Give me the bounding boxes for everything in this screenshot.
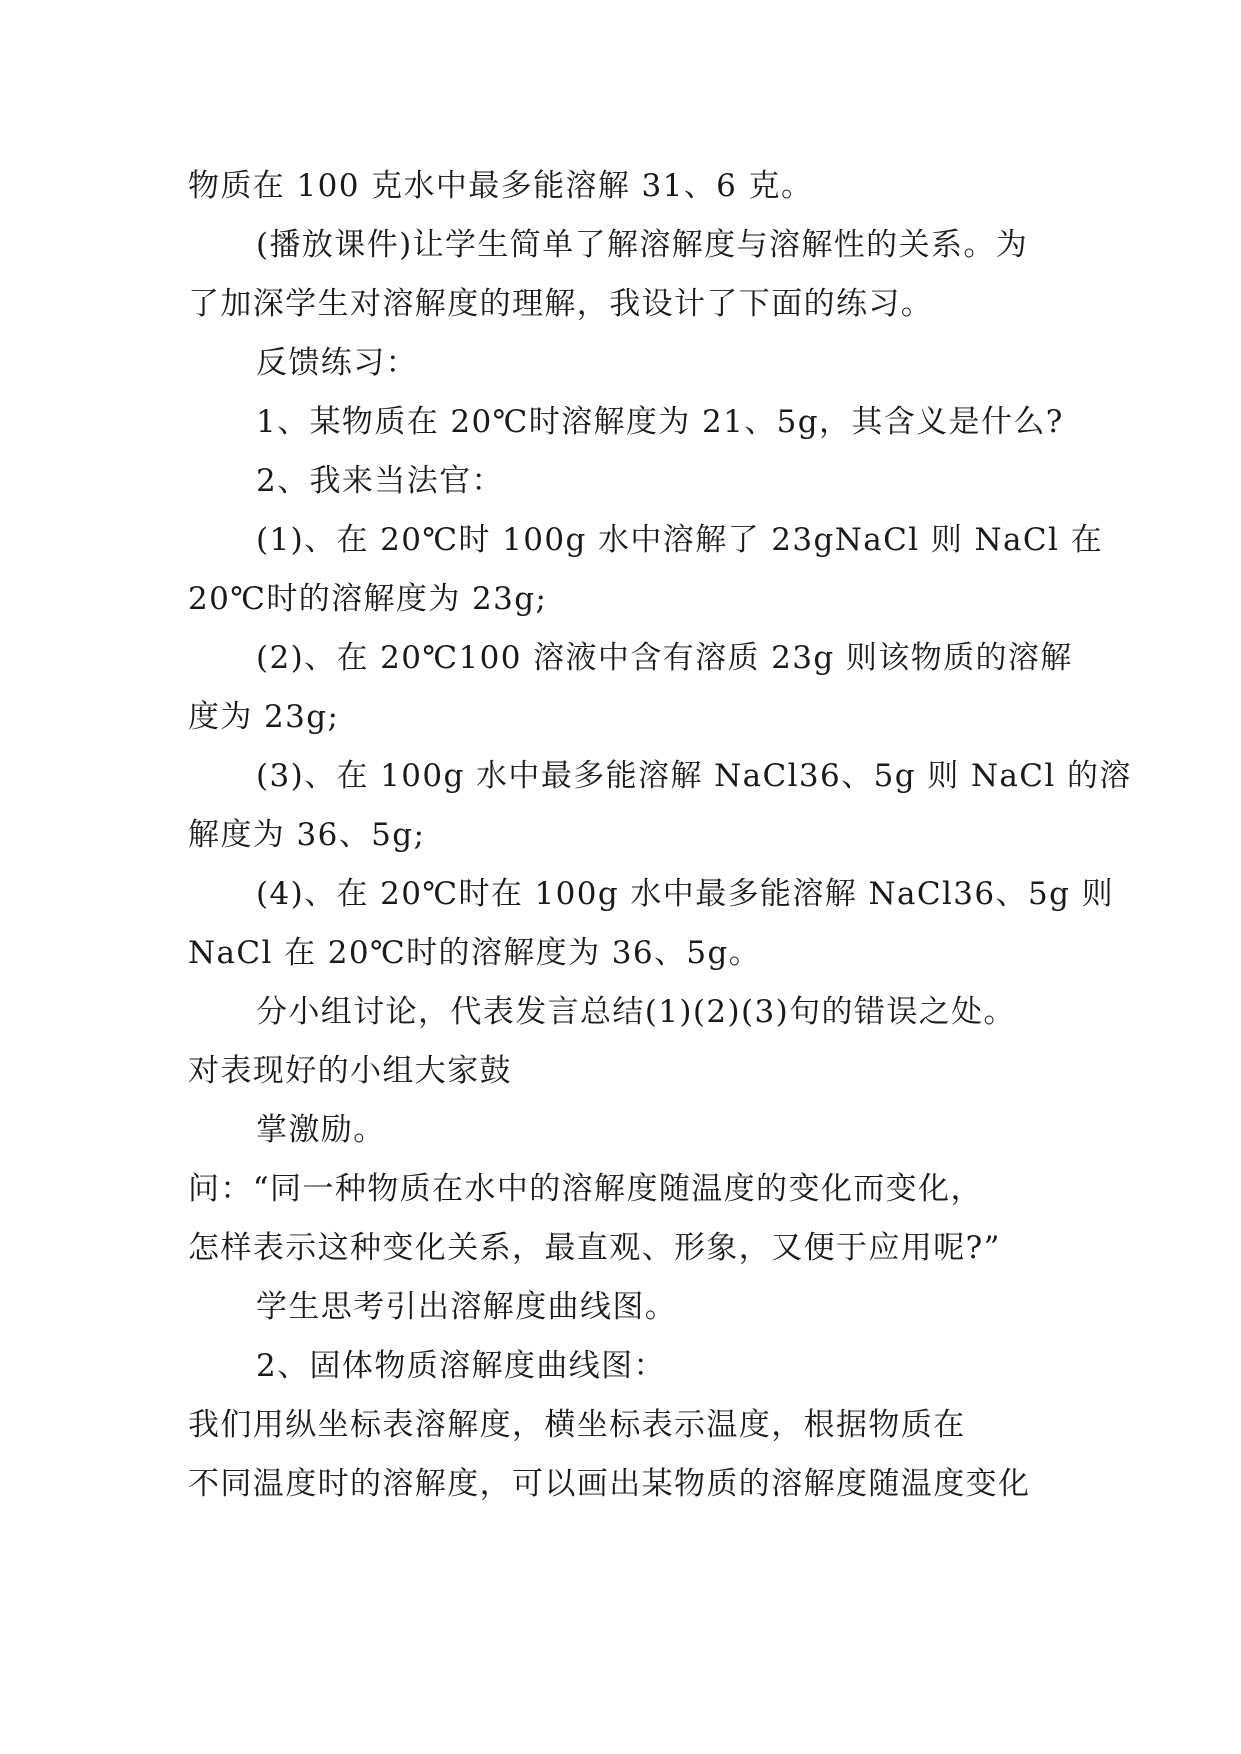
text-line: 问：“同一种物质在水中的溶解度随温度的变化而变化，	[188, 1171, 983, 1207]
text-line: 反馈练习：	[256, 345, 418, 381]
text-line: 不同温度时的溶解度，可以画出某物质的溶解度随温度变化	[188, 1466, 1031, 1502]
text-line: 怎样表示这种变化关系，最直观、形象，又便于应用呢?”	[188, 1230, 1001, 1266]
text-line: 物质在 100 克水中最多能溶解 31、6 克。	[188, 168, 814, 204]
text-line: 学生思考引出溶解度曲线图。	[256, 1289, 678, 1325]
text-line: 2、我来当法官：	[256, 463, 504, 499]
text-line: (3)、在 100g 水中最多能溶解 NaCl36、5g 则 NaCl 的溶	[256, 758, 1132, 794]
text-line: 分小组讨论，代表发言总结(1)(2)(3)句的错误之处。	[256, 994, 1016, 1030]
text-line: 解度为 36、5g;	[188, 817, 426, 853]
text-line: (播放课件)让学生简单了解溶解度与溶解性的关系。为	[256, 227, 1029, 263]
text-line: 对表现好的小组大家鼓	[188, 1053, 512, 1089]
text-line: (2)、在 20℃100 溶液中含有溶质 23g 则该物质的溶解	[256, 640, 1073, 676]
text-line: (1)、在 20℃时 100g 水中溶解了 23gNaCl 则 NaCl 在	[256, 522, 1103, 558]
text-line: 2、固体物质溶解度曲线图：	[256, 1348, 666, 1384]
text-line: 1、某物质在 20℃时溶解度为 21、5g，其含义是什么?	[256, 404, 1064, 440]
text-line: 掌激励。	[256, 1112, 386, 1148]
text-line: 我们用纵坐标表溶解度，横坐标表示温度，根据物质在	[188, 1407, 966, 1443]
text-line: 度为 23g;	[188, 699, 340, 735]
text-line: NaCl 在 20℃时的溶解度为 36、5g。	[188, 935, 762, 971]
text-line: 20℃时的溶解度为 23g;	[188, 581, 548, 617]
text-line: (4)、在 20℃时在 100g 水中最多能溶解 NaCl36、5g 则	[256, 876, 1114, 912]
text-line: 了加深学生对溶解度的理解，我设计了下面的练习。	[188, 286, 934, 322]
